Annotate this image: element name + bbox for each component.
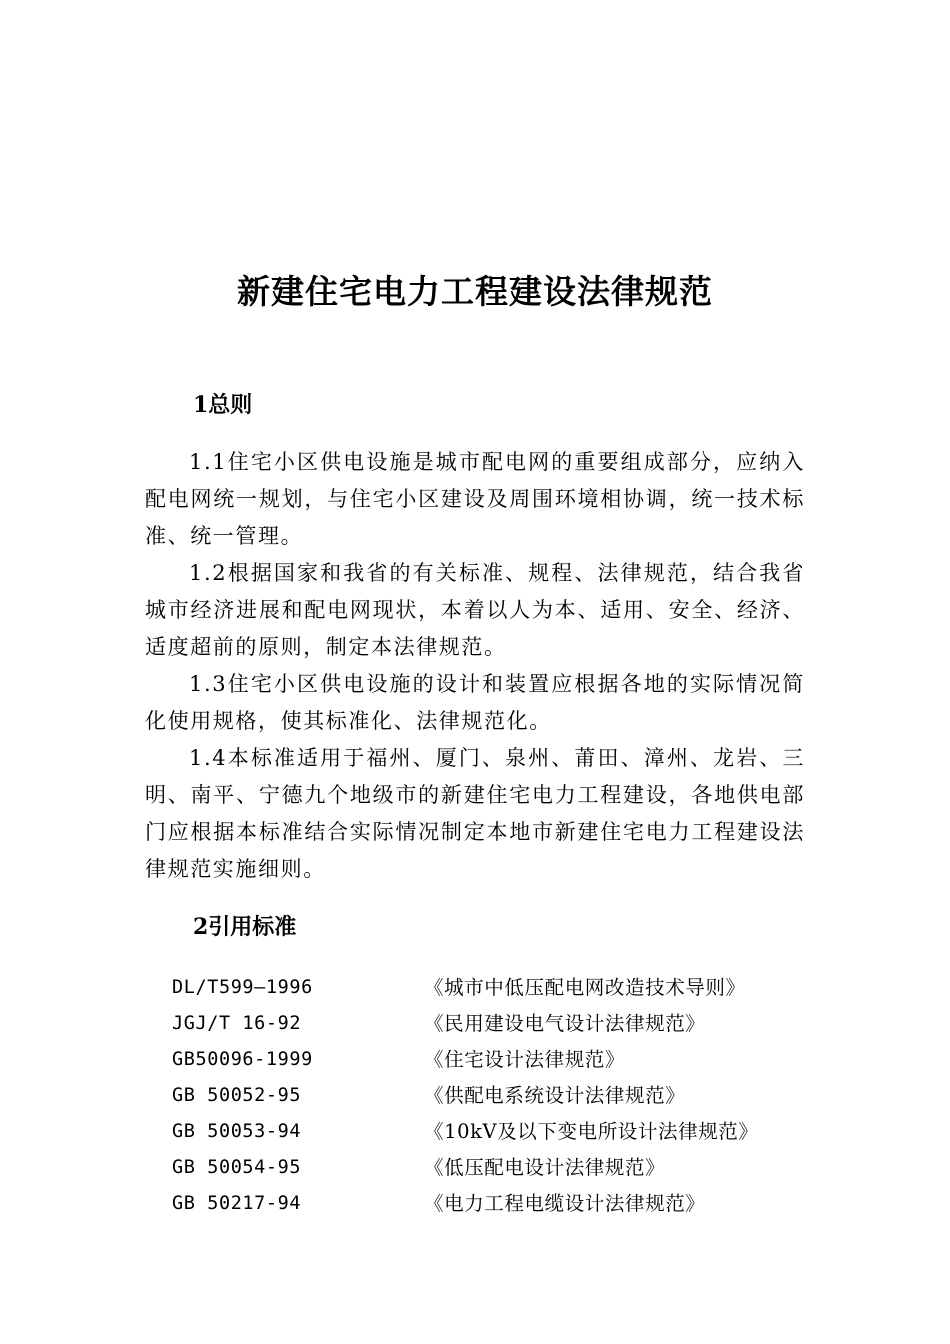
reference-code: GB 50052-95 xyxy=(172,1085,302,1106)
reference-title: 《民用建设电气设计法律规范》 xyxy=(424,1012,706,1035)
reference-title: 《供配电系统设计法律规范》 xyxy=(424,1084,686,1107)
section-general-body xyxy=(145,444,805,888)
reference-code: GB 50053-94 xyxy=(172,1121,302,1142)
paragraph-1-3: 1.3住宅小区供电设施的设计和装置应根据各地的实际情况简化使用规格，使其标准化、法律规范化。 xyxy=(145,672,805,733)
reference-code: GB 50054-95 xyxy=(172,1157,302,1178)
section-heading-references: 2引用标准 xyxy=(193,914,297,940)
reference-code: GB 50217-94 xyxy=(172,1193,302,1214)
reference-row xyxy=(172,1114,812,1150)
reference-title: 《城市中低压配电网改造技术导则》 xyxy=(424,976,746,999)
paragraph-1-2: 1.2根据国家和我省的有关标准、规程、法律规范，结合我省城市经济进展和配电网现状，本着以人为本、适用、安全、经济、适度超前的原则，制定本法律规范。 xyxy=(145,561,805,659)
reference-title: 《住宅设计法律规范》 xyxy=(424,1048,626,1071)
reference-list xyxy=(172,970,812,1222)
reference-row xyxy=(172,1186,812,1222)
reference-row xyxy=(172,1006,812,1042)
reference-code: GB50096-1999 xyxy=(172,1049,313,1070)
reference-code: JGJ/T 16-92 xyxy=(172,1013,302,1034)
paragraph-1-1: 1.1住宅小区供电设施是城市配电网的重要组成部分，应纳入配电网统一规划，与住宅小区建设及周围环境相协调，统一技术标准、统一管理。 xyxy=(145,450,805,548)
document-title: 新建住宅电力工程建设法律规范 xyxy=(237,272,713,311)
reference-title: 《电力工程电缆设计法律规范》 xyxy=(424,1192,706,1215)
reference-title: 《10kV及以下变电所设计法律规范》 xyxy=(424,1120,759,1143)
reference-row xyxy=(172,1150,812,1186)
reference-code: DL/T599—1996 xyxy=(172,977,313,998)
reference-title: 《低压配电设计法律规范》 xyxy=(424,1156,666,1179)
reference-row xyxy=(172,1042,812,1078)
reference-row xyxy=(172,970,812,1006)
reference-row xyxy=(172,1078,812,1114)
section-heading-general: 1总则 xyxy=(193,392,253,418)
paragraph-1-4: 1.4本标准适用于福州、厦门、泉州、莆田、漳州、龙岩、三明、南平、宁德九个地级市的新建住宅电力工程建设，各地供电部门应根据本标准结合实际情况制定本地市新建住宅电力工程建设法律规范实施细则。 xyxy=(145,746,805,881)
